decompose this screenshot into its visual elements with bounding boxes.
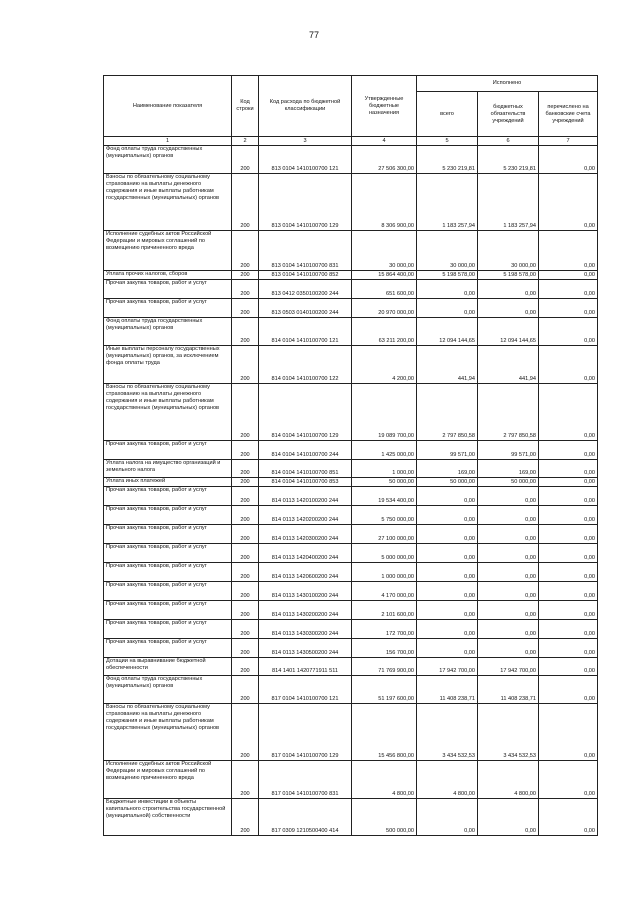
row-name: Иные выплаты персоналу государственных (муниципальных) органов, за исключением фонда оплаты труда: [104, 346, 232, 384]
row-approved-plan: 172 700,00: [352, 620, 417, 639]
row-expense-code: 814 0113 1420100200 244: [259, 487, 352, 506]
row-approved-plan: 50 000,00: [352, 478, 417, 487]
row-executed-institutions: 17 942 700,00: [478, 658, 539, 676]
row-executed-bank: 0,00: [539, 271, 598, 280]
row-executed-bank: 0,00: [539, 582, 598, 601]
row-executed-institutions: 5 230 219,81: [478, 146, 539, 174]
row-executed-total: 169,00: [417, 460, 478, 478]
row-expense-code: 814 0113 1430300200 244: [259, 620, 352, 639]
header-executed-institutions: бюджетных обязательств учреждений: [478, 92, 539, 137]
row-executed-bank: 0,00: [539, 441, 598, 460]
table-row: [104, 271, 598, 280]
table-row: [104, 799, 598, 836]
row-executed-institutions: 30 000,00: [478, 231, 539, 271]
row-name: Исполнение судебных актов Российской Федерации и мировых соглашений по возмещению причиненного вреда: [104, 761, 232, 799]
row-executed-total: 0,00: [417, 544, 478, 563]
row-line-code: 200: [232, 525, 259, 544]
row-name: Прочая закупка товаров, работ и услуг: [104, 299, 232, 318]
table-row: [104, 676, 598, 704]
row-executed-bank: 0,00: [539, 318, 598, 346]
row-executed-total: 17 942 700,00: [417, 658, 478, 676]
row-name: Прочая закупка товаров, работ и услуг: [104, 563, 232, 582]
row-executed-institutions: 0,00: [478, 799, 539, 836]
row-executed-institutions: 2 797 850,58: [478, 384, 539, 441]
row-expense-code: 814 0113 1430200200 244: [259, 601, 352, 620]
table-row: [104, 544, 598, 563]
row-approved-plan: 651 600,00: [352, 280, 417, 299]
row-approved-plan: 27 100 000,00: [352, 525, 417, 544]
row-executed-institutions: 0,00: [478, 525, 539, 544]
row-expense-code: 814 0104 1410100700 853: [259, 478, 352, 487]
row-line-code: 200: [232, 582, 259, 601]
row-executed-total: 12 094 144,65: [417, 318, 478, 346]
row-expense-code: 814 0104 1410100700 121: [259, 318, 352, 346]
table-row: [104, 658, 598, 676]
row-executed-bank: 0,00: [539, 704, 598, 761]
row-approved-plan: 19 089 700,00: [352, 384, 417, 441]
row-expense-code: 814 0104 1410100700 129: [259, 384, 352, 441]
row-name: Прочая закупка товаров, работ и услуг: [104, 601, 232, 620]
table-row: [104, 563, 598, 582]
row-approved-plan: 4 200,00: [352, 346, 417, 384]
row-executed-bank: 0,00: [539, 761, 598, 799]
table-row: [104, 174, 598, 231]
row-executed-total: 0,00: [417, 525, 478, 544]
row-approved-plan: 19 534 400,00: [352, 487, 417, 506]
column-number: 2: [232, 137, 259, 146]
row-name: Прочая закупка товаров, работ и услуг: [104, 582, 232, 601]
row-executed-bank: 0,00: [539, 280, 598, 299]
row-executed-institutions: 11 408 238,71: [478, 676, 539, 704]
row-executed-total: 99 571,00: [417, 441, 478, 460]
column-number: 6: [478, 137, 539, 146]
table-row: [104, 384, 598, 441]
row-name: Прочая закупка товаров, работ и услуг: [104, 544, 232, 563]
row-executed-total: 2 797 850,58: [417, 384, 478, 441]
row-line-code: 200: [232, 271, 259, 280]
column-number: 5: [417, 137, 478, 146]
row-line-code: 200: [232, 658, 259, 676]
row-name: Прочая закупка товаров, работ и услуг: [104, 487, 232, 506]
row-approved-plan: 27 506 300,00: [352, 146, 417, 174]
column-number: 7: [539, 137, 598, 146]
row-name: Бюджетные инвестиции в объекты капитального строительства государственной (муниципальной) собственности: [104, 799, 232, 836]
row-name: Исполнение судебных актов Российской Федерации и мировых соглашений по возмещению причиненного вреда: [104, 231, 232, 271]
row-executed-total: 0,00: [417, 639, 478, 658]
row-executed-bank: 0,00: [539, 506, 598, 525]
row-approved-plan: 30 000,00: [352, 231, 417, 271]
header-line-code: Код строки: [232, 76, 259, 137]
row-executed-total: 0,00: [417, 487, 478, 506]
table-row: [104, 704, 598, 761]
row-approved-plan: 1 000,00: [352, 460, 417, 478]
row-expense-code: 814 0113 1420200200 244: [259, 506, 352, 525]
row-approved-plan: 1 425 000,00: [352, 441, 417, 460]
row-executed-institutions: 0,00: [478, 601, 539, 620]
row-expense-code: 817 0104 1410100700 831: [259, 761, 352, 799]
row-executed-bank: 0,00: [539, 146, 598, 174]
row-approved-plan: 4 800,00: [352, 761, 417, 799]
row-executed-bank: 0,00: [539, 487, 598, 506]
row-line-code: 200: [232, 146, 259, 174]
row-line-code: 200: [232, 280, 259, 299]
table-body: [104, 146, 598, 836]
table-row: [104, 231, 598, 271]
row-executed-total: 3 434 532,53: [417, 704, 478, 761]
row-approved-plan: 156 700,00: [352, 639, 417, 658]
row-name: Взносы по обязательному социальному страхованию на выплаты денежного содержания и иные выплаты работникам государственных (муниципальных) органов: [104, 384, 232, 441]
row-expense-code: 814 1401 1420771911 511: [259, 658, 352, 676]
row-name: Уплата иных платежей: [104, 478, 232, 487]
row-executed-total: 0,00: [417, 280, 478, 299]
row-line-code: 200: [232, 460, 259, 478]
row-executed-total: 441,94: [417, 346, 478, 384]
row-expense-code: 814 0113 1420400200 244: [259, 544, 352, 563]
row-executed-bank: 0,00: [539, 601, 598, 620]
row-name: Фонд оплаты труда государственных (муниципальных) органов: [104, 318, 232, 346]
row-executed-institutions: 0,00: [478, 620, 539, 639]
row-approved-plan: 5 750 000,00: [352, 506, 417, 525]
row-name: Прочая закупка товаров, работ и услуг: [104, 620, 232, 639]
row-name: Прочая закупка товаров, работ и услуг: [104, 639, 232, 658]
row-expense-code: 814 0104 1410100700 122: [259, 346, 352, 384]
table-row: [104, 582, 598, 601]
budget-execution-table: [103, 75, 598, 836]
row-executed-institutions: 169,00: [478, 460, 539, 478]
table-row: [104, 620, 598, 639]
column-number: 1: [104, 137, 232, 146]
row-line-code: 200: [232, 544, 259, 563]
row-approved-plan: 20 970 000,00: [352, 299, 417, 318]
header-name: Наименование показателя: [104, 76, 232, 137]
row-line-code: 200: [232, 506, 259, 525]
header-approved-plan: Утвержденные бюджетные назначения: [352, 76, 417, 137]
row-executed-bank: 0,00: [539, 799, 598, 836]
row-name: Фонд оплаты труда государственных (муниципальных) органов: [104, 676, 232, 704]
row-name: Взносы по обязательному социальному страхованию на выплаты денежного содержания и иные выплаты работникам государственных (муниципальных) органов: [104, 704, 232, 761]
row-line-code: 200: [232, 478, 259, 487]
row-expense-code: 813 0412 0350100200 244: [259, 280, 352, 299]
row-executed-total: 0,00: [417, 563, 478, 582]
row-executed-institutions: 5 198 578,00: [478, 271, 539, 280]
row-executed-bank: 0,00: [539, 563, 598, 582]
row-executed-institutions: 3 434 532,53: [478, 704, 539, 761]
header-executed-total: всего: [417, 92, 478, 137]
row-approved-plan: 4 170 000,00: [352, 582, 417, 601]
header-executed: Исполнено: [417, 76, 598, 92]
row-executed-total: 0,00: [417, 506, 478, 525]
row-line-code: 200: [232, 299, 259, 318]
row-executed-institutions: 0,00: [478, 639, 539, 658]
table-row: [104, 280, 598, 299]
row-executed-total: 1 183 257,94: [417, 174, 478, 231]
row-line-code: 200: [232, 231, 259, 271]
row-executed-institutions: 50 000,00: [478, 478, 539, 487]
table-row: [104, 346, 598, 384]
table-row: [104, 639, 598, 658]
column-number: 4: [352, 137, 417, 146]
row-line-code: 200: [232, 174, 259, 231]
row-executed-total: 50 000,00: [417, 478, 478, 487]
row-executed-total: 0,00: [417, 799, 478, 836]
row-name: Фонд оплаты труда государственных (муниципальных) органов: [104, 146, 232, 174]
row-expense-code: 813 0104 1410100700 129: [259, 174, 352, 231]
row-expense-code: 814 0104 1410100700 851: [259, 460, 352, 478]
row-executed-bank: 0,00: [539, 620, 598, 639]
row-expense-code: 814 0104 1410100700 244: [259, 441, 352, 460]
table-row: [104, 318, 598, 346]
table-row: [104, 506, 598, 525]
row-executed-bank: 0,00: [539, 658, 598, 676]
row-executed-total: 5 230 219,81: [417, 146, 478, 174]
row-name: Прочая закупка товаров, работ и услуг: [104, 280, 232, 299]
row-executed-institutions: 12 094 144,65: [478, 318, 539, 346]
row-line-code: 200: [232, 441, 259, 460]
page-number: 77: [308, 30, 319, 40]
row-executed-institutions: 99 571,00: [478, 441, 539, 460]
row-executed-bank: 0,00: [539, 299, 598, 318]
row-line-code: 200: [232, 761, 259, 799]
row-line-code: 200: [232, 563, 259, 582]
row-name: Дотации на выравнивание бюджетной обеспеченности: [104, 658, 232, 676]
row-executed-institutions: 0,00: [478, 299, 539, 318]
row-name: Взносы по обязательному социальному страхованию на выплаты денежного содержания и иные выплаты работникам государственных (муниципальных) органов: [104, 174, 232, 231]
row-executed-institutions: 0,00: [478, 280, 539, 299]
row-executed-bank: 0,00: [539, 676, 598, 704]
row-executed-bank: 0,00: [539, 478, 598, 487]
table-row: [104, 299, 598, 318]
header-expense-code: Код расхода по бюджетной классификации: [259, 76, 352, 137]
table-row: [104, 525, 598, 544]
table-row: [104, 761, 598, 799]
row-expense-code: 813 0503 0140100200 244: [259, 299, 352, 318]
table-row: [104, 487, 598, 506]
table-row: [104, 460, 598, 478]
row-name: Уплата прочих налогов, сборов: [104, 271, 232, 280]
row-line-code: 200: [232, 318, 259, 346]
table-row: [104, 441, 598, 460]
header-executed-bank: перечислено на банковские счета учреждений: [539, 92, 598, 137]
row-expense-code: 814 0113 1420600200 244: [259, 563, 352, 582]
row-executed-bank: 0,00: [539, 639, 598, 658]
row-executed-bank: 0,00: [539, 460, 598, 478]
row-executed-total: 0,00: [417, 601, 478, 620]
row-executed-total: 5 198 578,00: [417, 271, 478, 280]
row-approved-plan: 63 211 200,00: [352, 318, 417, 346]
row-approved-plan: 15 456 800,00: [352, 704, 417, 761]
row-executed-bank: 0,00: [539, 231, 598, 271]
row-approved-plan: 2 101 600,00: [352, 601, 417, 620]
table-row: [104, 601, 598, 620]
row-executed-bank: 0,00: [539, 174, 598, 231]
row-line-code: 200: [232, 799, 259, 836]
row-executed-institutions: 0,00: [478, 506, 539, 525]
row-approved-plan: 500 000,00: [352, 799, 417, 836]
row-approved-plan: 51 197 600,00: [352, 676, 417, 704]
row-executed-institutions: 0,00: [478, 544, 539, 563]
row-approved-plan: 15 864 400,00: [352, 271, 417, 280]
row-line-code: 200: [232, 704, 259, 761]
row-executed-institutions: 1 183 257,94: [478, 174, 539, 231]
row-name: Прочая закупка товаров, работ и услуг: [104, 441, 232, 460]
row-expense-code: 813 0104 1410100700 852: [259, 271, 352, 280]
row-approved-plan: 8 306 900,00: [352, 174, 417, 231]
row-executed-total: 0,00: [417, 299, 478, 318]
row-expense-code: 817 0104 1410100700 121: [259, 676, 352, 704]
column-number: 3: [259, 137, 352, 146]
row-executed-institutions: 0,00: [478, 487, 539, 506]
row-executed-institutions: 441,94: [478, 346, 539, 384]
row-executed-total: 0,00: [417, 582, 478, 601]
row-expense-code: 814 0113 1430500200 244: [259, 639, 352, 658]
row-approved-plan: 5 000 000,00: [352, 544, 417, 563]
row-name: Прочая закупка товаров, работ и услуг: [104, 525, 232, 544]
row-executed-bank: 0,00: [539, 346, 598, 384]
row-line-code: 200: [232, 639, 259, 658]
row-executed-institutions: 0,00: [478, 563, 539, 582]
row-executed-institutions: 0,00: [478, 582, 539, 601]
row-line-code: 200: [232, 487, 259, 506]
row-approved-plan: 1 000 000,00: [352, 563, 417, 582]
row-executed-total: 4 800,00: [417, 761, 478, 799]
row-name: Прочая закупка товаров, работ и услуг: [104, 506, 232, 525]
row-line-code: 200: [232, 676, 259, 704]
row-line-code: 200: [232, 346, 259, 384]
row-executed-bank: 0,00: [539, 525, 598, 544]
table-row: [104, 146, 598, 174]
row-expense-code: 817 0309 1210500400 414: [259, 799, 352, 836]
row-line-code: 200: [232, 384, 259, 441]
row-executed-bank: 0,00: [539, 544, 598, 563]
row-executed-total: 11 408 238,71: [417, 676, 478, 704]
table-row: [104, 478, 598, 487]
row-line-code: 200: [232, 601, 259, 620]
row-executed-bank: 0,00: [539, 384, 598, 441]
row-expense-code: 814 0113 1430100200 244: [259, 582, 352, 601]
row-expense-code: 814 0113 1420300200 244: [259, 525, 352, 544]
row-expense-code: 813 0104 1410100700 121: [259, 146, 352, 174]
row-line-code: 200: [232, 620, 259, 639]
row-executed-total: 30 000,00: [417, 231, 478, 271]
row-expense-code: 813 0104 1410100700 831: [259, 231, 352, 271]
row-executed-total: 0,00: [417, 620, 478, 639]
row-approved-plan: 71 769 900,00: [352, 658, 417, 676]
row-executed-institutions: 4 800,00: [478, 761, 539, 799]
row-expense-code: 817 0104 1410100700 129: [259, 704, 352, 761]
row-name: Уплата налога на имущество организаций и земельного налога: [104, 460, 232, 478]
